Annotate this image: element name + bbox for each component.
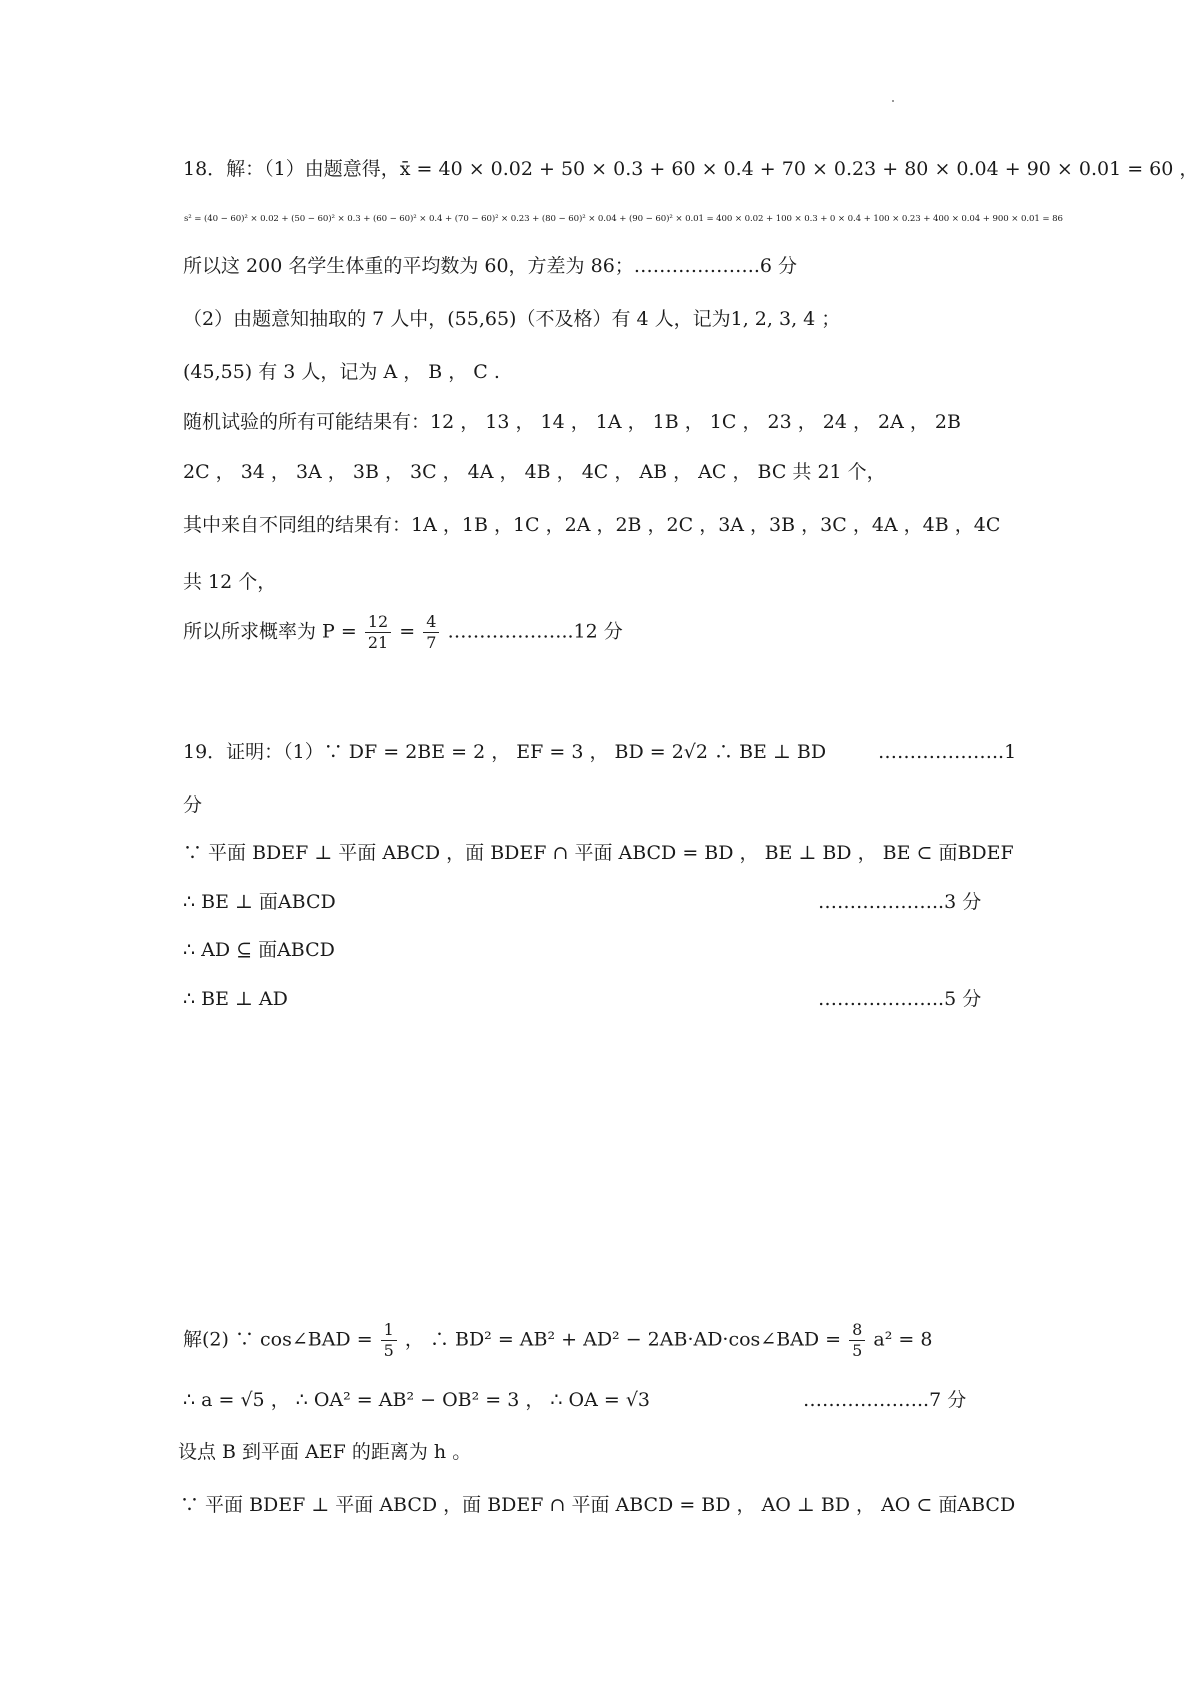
q18-line-outcomes-2: 2C ， 34 ， 3A ， 3B ， 3C ， 4A ， 4B ， 4C ， AB ， AC ， BC 共 21 个， — [183, 461, 886, 483]
q18-line-group-b: (45,55) 有 3 人，记为 A ， B ， C . — [183, 361, 500, 383]
fraction-8-5 — [849, 1320, 865, 1361]
q18-line-conclusion-1: 所以这 200 名学生体重的平均数为 60，方差为 86；………………..6 分 — [183, 255, 797, 277]
fraction-4-7 — [423, 612, 439, 653]
q19b-line-cos — [183, 1320, 932, 1361]
cos-law: ， ∴ BD² = AB² + AD² − 2AB·AD·cos∠BAD = — [404, 1328, 842, 1351]
q19-line-fen: 分 — [183, 794, 203, 816]
q19b-line-distance: 设点 B 到平面 AEF 的距离为 h 。 — [178, 1441, 472, 1463]
q18-line-probability — [183, 612, 623, 653]
fraction-denominator: 21 — [367, 633, 389, 652]
q19-line-planes: ∵ 平面 BDEF ⊥ 平面 ABCD ，面 BDEF ∩ 平面 ABCD = BD ， BE ⊥ BD ， BE ⊂ 面BDEF — [183, 842, 1014, 864]
q19b-score-7: ………………..7 分 — [803, 1389, 967, 1411]
q19-score-5: ………………..5 分 — [818, 988, 982, 1010]
q18-line-outcomes-1: 随机试验的所有可能结果有：12 ， 13 ， 14 ， 1A ， 1B ， 1C ， 23 ， 24 ， 2A ， 2B — [183, 411, 961, 433]
q19-line-proof-start: 19．证明：（1）∵ DF = 2BE = 2 ， EF = 3 ， BD = 2√2 ∴ BE ⊥ BD — [183, 741, 827, 763]
fraction-numerator: 4 — [423, 612, 439, 633]
q19b-line-oa: ∴ a = √5 ， ∴ OA² = AB² − OB² = 3 ， ∴ OA = √3 — [183, 1389, 651, 1411]
q18-line-count: 共 12 个， — [183, 571, 277, 593]
cos-result: a² = 8 — [873, 1328, 933, 1351]
stray-mark — [892, 100, 894, 102]
q18-line-part2: （2）由题意知抽取的 7 人中，(55,65)（不及格）有 4 人，记为1, 2, 3, 4 ； — [183, 308, 841, 330]
fraction-12-21 — [365, 612, 391, 653]
q19-score-3: ………………..3 分 — [818, 891, 982, 913]
fraction-numerator: 1 — [381, 1320, 397, 1341]
fraction-numerator: 12 — [365, 612, 391, 633]
fraction-denominator: 5 — [383, 1341, 394, 1360]
q18-line-diff-group: 其中来自不同组的结果有：1A ，1B ，1C ，2A ，2B ，2C ，3A ，3B ，3C ，4A ，4B ，4C — [183, 514, 1001, 536]
q18-line-mean: 18．解：（1）由题意得，x̄ = 40 × 0.02 + 50 × 0.3 + 60 × 0.4 + 70 × 0.23 + 80 × 0.04 + 90 × 0.01 = 60 ， — [183, 158, 1199, 180]
equals-sign: = — [399, 620, 416, 643]
q18-line-variance: s² = (40 − 60)² × 0.02 + (50 − 60)² × 0.3 + (60 − 60)² × 0.4 + (70 − 60)² × 0.23 + (80 − 60)² × 0.04 + (90 − 60)² × 0.01 = 400 × 0.02 + 100 × 0.3 + 0 × 0.4 + 100 × 0.23 + 400 × 0.04 + 900 × 0.01 = 86 — [184, 214, 1063, 224]
cos-prefix: 解(2) ∵ cos∠BAD = — [183, 1328, 373, 1351]
score-12: ………………..12 分 — [447, 620, 623, 643]
q19-line-be-perp-ad: ∴ BE ⊥ AD — [183, 988, 288, 1010]
probability-prefix: 所以所求概率为 P = — [183, 620, 357, 643]
fraction-numerator: 8 — [849, 1320, 865, 1341]
q19-line-ad-subset: ∴ AD ⊆ 面ABCD — [183, 939, 335, 961]
fraction-denominator: 7 — [426, 633, 437, 652]
q19b-line-planes: ∵ 平面 BDEF ⊥ 平面 ABCD ，面 BDEF ∩ 平面 ABCD = BD ， AO ⊥ BD ， AO ⊂ 面ABCD — [180, 1494, 1016, 1516]
q19-score-1: ………………..1 — [878, 741, 1017, 763]
q19-line-be-perp: ∴ BE ⊥ 面ABCD — [183, 891, 336, 913]
fraction-denominator: 5 — [852, 1341, 863, 1360]
fraction-1-5 — [381, 1320, 397, 1361]
